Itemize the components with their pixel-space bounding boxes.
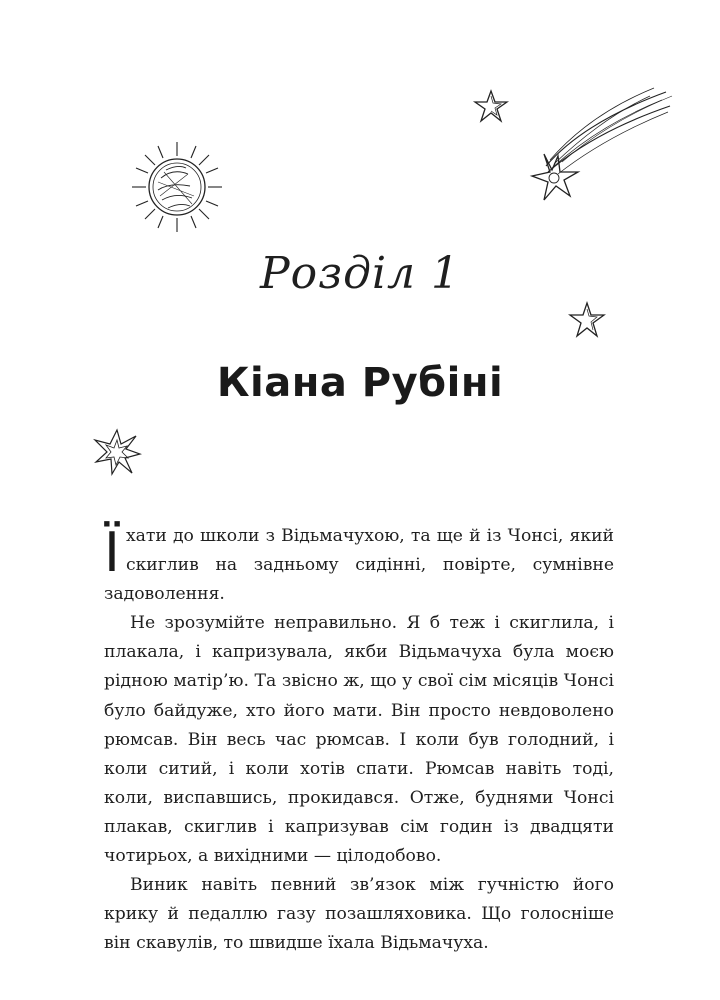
paragraph: Не зрозумійте неправильно. Я б теж і скиглила, і плакала, і капризувала, якби Відьмачуха була моєю рідною матір’ю. Та звісно ж, що у свої сім місяців Чонсі було байдуже, хто його мати. Він просто невдоволено рюмсав. Він весь час рюмсав. І коли був голодний, і коли ситий, і коли хотів спати. Рюмсав навіть тоді, коли, виспавшись, прокидався. Отже, буднями Чонсі плакав, скиглив і капризував сім годин із двадцяти чотирьох, а вихідними — цілодобово. <box>104 613 614 867</box>
left-star-icon <box>92 428 142 476</box>
chapter-title: Кіана Рубіні <box>216 360 504 406</box>
right-star-icon <box>566 300 608 340</box>
shooting-star-icon <box>504 82 676 206</box>
sun-icon <box>128 138 226 236</box>
drop-cap: Ї <box>104 521 120 584</box>
chapter-label: Розділ 1 <box>259 248 461 299</box>
chapter-body <box>104 522 614 958</box>
paragraph-text: хати до школи з Відьмачухою, та ще й із Чонсі, який скиглив на задньому сидінні, повірте, сумнівне задоволення. <box>104 526 614 605</box>
paragraph <box>104 522 614 609</box>
paragraph: Виник навіть певний зв’язок між гучністю його крику й педаллю газу позашляховика. Що голосніше він скавулів, то швидше їхала Відьмачуха. <box>104 875 614 954</box>
